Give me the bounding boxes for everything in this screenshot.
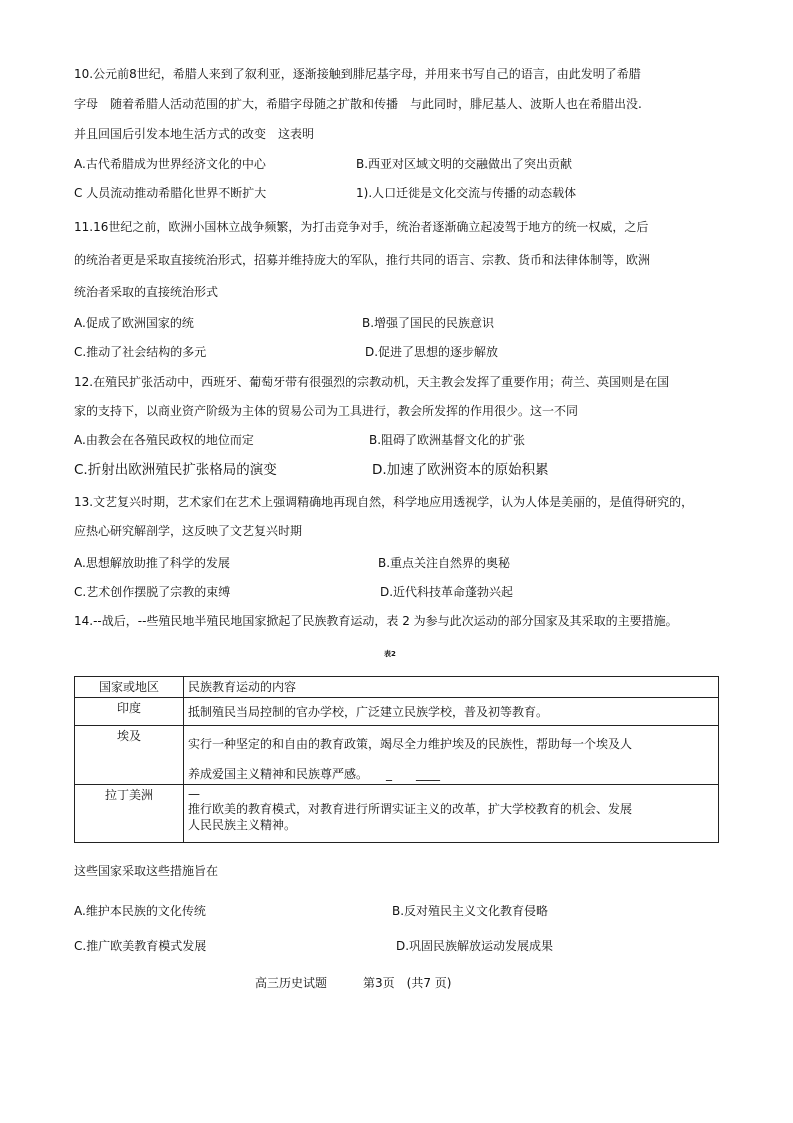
table-header-row [75, 677, 719, 698]
table-row [75, 785, 719, 843]
table-title: 表2 [384, 650, 396, 658]
q12-option-d: D.加速了欧洲资本的原始积累 [372, 462, 549, 478]
table-cell-content [184, 785, 719, 843]
q14-option-c: C.推广欧美教育模式发展 [74, 939, 207, 953]
q14-option-a: A.维护本民族的文化传统 [74, 904, 206, 918]
q11-option-b: B.增强了国民的民族意识 [362, 316, 495, 330]
q14-option-b: B.反对殖民主义文化教育侵略 [392, 904, 549, 918]
q10-stem-line1: 10.公元前8世纪，希腊人来到了叙利亚，逐渐接触到腓尼基字母，并用来书写自己的语言，由此发明了希腊 [74, 67, 641, 81]
q11-stem-line2: 的统治者更是采取直接统治形式，招募并维持庞大的军队，推行共同的语言、宗教、货币和法律体制等，欧洲 [74, 253, 651, 267]
q12-option-a: A.由教会在各殖民政权的地位而定 [74, 433, 254, 447]
table-cell-region: 埃及 [75, 726, 184, 785]
table-cell-region: 拉丁美洲 [75, 785, 184, 843]
q13-option-a: A.思想解放助推了科学的发展 [74, 556, 230, 570]
q13-option-b: B.重点关注自然界的奥秘 [378, 556, 511, 570]
q10-stem-line2: 字母 随着希腊人活动范围的扩大，希腊字母随之扩散和传播 与此同时，腓尼基人、波斯人也在希腊出没. [74, 97, 642, 111]
page-footer: 高三历史试题 第3页 (共7 页) [255, 976, 452, 990]
education-table [74, 676, 719, 843]
cell-text-line: 实行一种坚定的和自由的教育政策，竭尽全力维护埃及的民族性，帮助每一个埃及人 [188, 737, 633, 751]
q10-stem-line3: 并且回国后引发本地生活方式的改变 这表明 [74, 127, 315, 141]
table-row [75, 726, 719, 785]
cell-text-line: 人民民族主义精神。 [188, 818, 297, 832]
q10-option-b: B.西亚对区域文明的交融做出了突出贡献 [356, 157, 573, 171]
table-cell-content [184, 698, 719, 726]
q11-option-a: A.促成了欧洲国家的统 [74, 316, 194, 330]
q13-stem-line1: 13.文艺复兴时期，艺术家们在艺术上强调精确地再现自然，科学地应用透视学，认为人体是美丽的，是值得研究的， [74, 495, 694, 509]
q14-stem-line2: 这些国家采取这些措施旨在 [74, 864, 219, 878]
cell-text-line: — [188, 787, 200, 801]
q11-stem-line3: 统治者采取的直接统治形式 [74, 285, 219, 299]
q11-stem-line1: 11.16世纪之前，欧洲小国林立战争频繁，为打击竞争对手，统治者逐渐确立起凌驾于地方的统一权威，之后 [74, 220, 649, 234]
q13-stem-line2: 应热心研究解剖学，这反映了文艺复兴时期 [74, 524, 303, 538]
q10-option-d: 1).人口迁徙是文化交流与传播的动态载体 [356, 186, 577, 200]
q11-option-d: D.促进了思想的逐步解放 [365, 345, 499, 359]
q12-option-c: C.折射出欧洲殖民扩张格局的演变 [74, 462, 277, 478]
q13-option-c: C.艺术创作摆脱了宗教的束缚 [74, 585, 231, 599]
table-header-region: 国家或地区 [75, 677, 184, 698]
table-cell-content [184, 726, 719, 785]
q12-stem-line1: 12.在殖民扩张活动中，西班牙、葡萄牙带有很强烈的宗教动机，天主教会发挥了重要作用；荷兰、英国则是在国 [74, 375, 670, 389]
q12-stem-line2: 家的支持下，以商业资产阶级为主体的贸易公司为工具进行，教会所发挥的作用很少。这一不同 [74, 404, 579, 418]
q14-option-d: D.巩固民族解放运动发展成果 [396, 939, 554, 953]
q10-option-c: C 人员流动推动希腊化世界不断扩大 [74, 186, 267, 200]
cell-text-line: 推行欧美的教育模式，对教育进行所谓实证主义的改革，扩大学校教育的机会、发展 [188, 802, 633, 816]
table-row [75, 698, 719, 726]
cell-text-line: 养成爱国主义精神和民族尊严感。 _ ____ [188, 767, 441, 781]
cell-text-line: 抵制殖民当局控制的官办学校，广泛建立民族学校，普及初等教育。 [188, 705, 549, 719]
q12-option-b: B.阻碍了欧洲基督文化的扩张 [369, 433, 526, 447]
q10-option-a: A.古代希腊成为世界经济文化的中心 [74, 157, 266, 171]
table-header-content: 民族教育运动的内容 [184, 677, 719, 698]
q13-option-d: D.近代科技革命蓬勃兴起 [380, 585, 514, 599]
table-cell-region: 印度 [75, 698, 184, 726]
q14-stem-line1: 14.--战后，--些殖民地半殖民地国家掀起了民族教育运动，表 2 为参与此次运动的部分国家及其采取的主要措施。 [74, 614, 678, 628]
q11-option-c: C.推动了社会结构的多元 [74, 345, 207, 359]
